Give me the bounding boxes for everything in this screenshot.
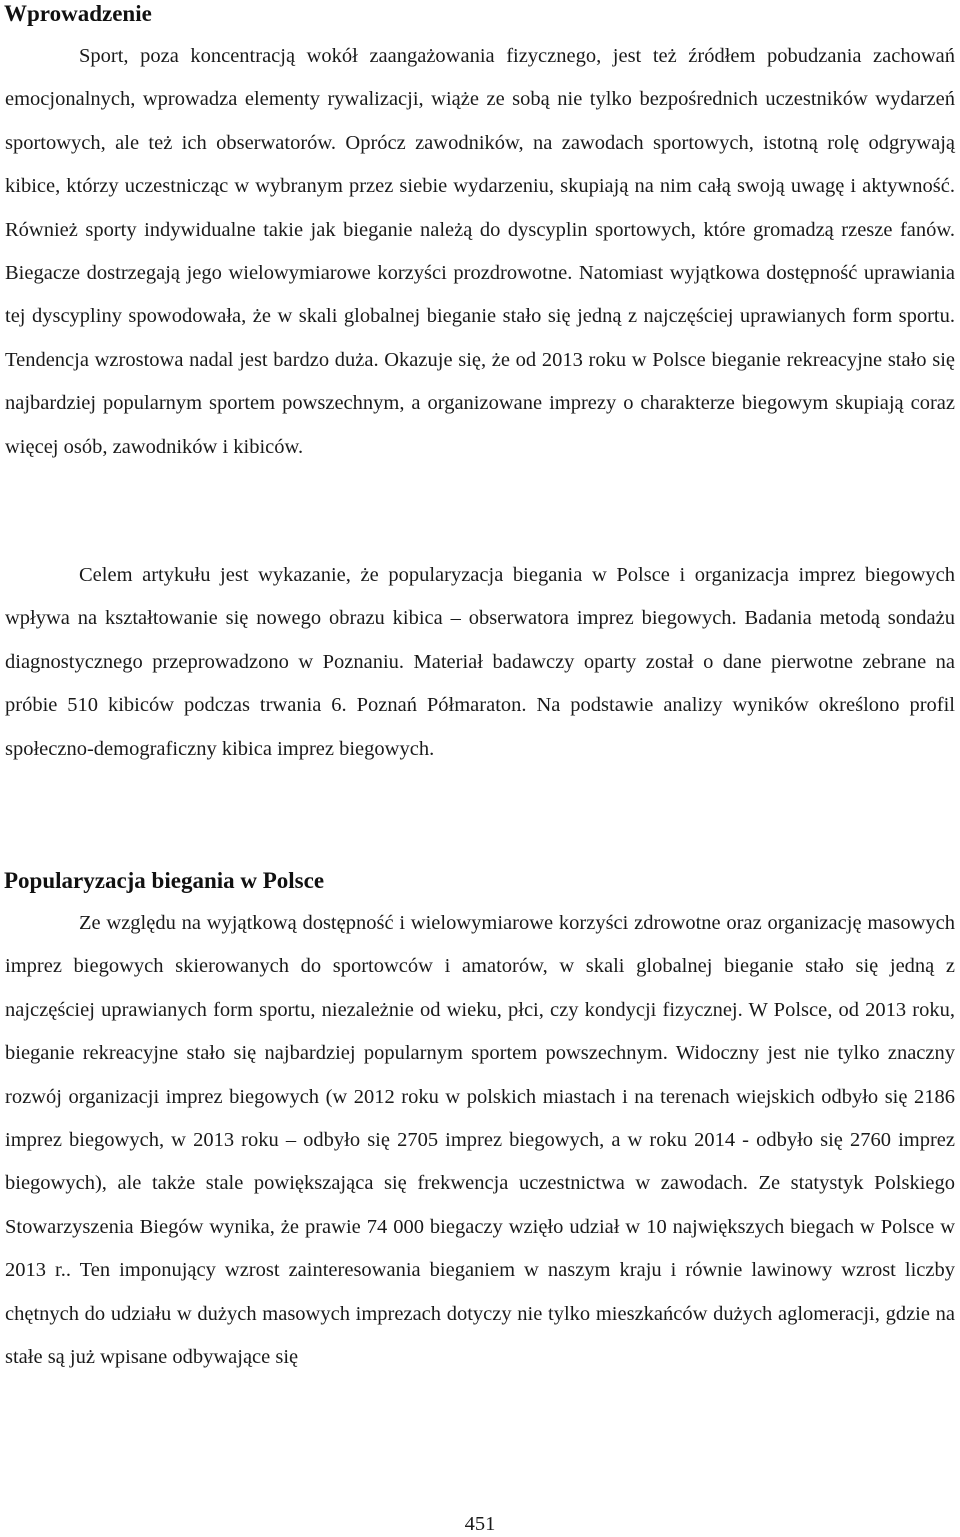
page-number: 451 bbox=[464, 1513, 496, 1535]
paragraph-introduction-1: Sport, poza koncentracją wokół zaangażowania fizycznego, jest też źródłem pobudzania zachowań emocjonalnych, wprowadza elementy rywalizacji, wiąże ze sobą nie tylko bezpośrednich uczestników wydarzeń sportowych, ale też ich obserwatorów. Oprócz zawodników, na zawodach sportowych, istotną rolę odgrywają kibice, którzy uczestnicząc w wybranym przez siebie wydarzeniu, skupiają na nim całą swoją uwagę i aktywność. Również sporty indywidualne takie jak bieganie należą do dyscyplin sportowych, które gromadzą rzesze fanów. Biegacze dostrzegają jego wielowymiarowe korzyści prozdrowotne. Natomiast wyjątkowa dostępność uprawiania tej dyscypliny spowodowała, że w skali globalnej bieganie stało się jedną z najczęściej uprawianych form sportu. Tendencja wzrostowa nadal jest bardzo duża. Okazuje się, że od 2013 roku w Polsce bieganie rekreacyjne stało się najbardziej popularnym sportem powszechnym, a organizowane imprezy o charakterze biegowym skupiają coraz więcej osób, zawodników i kibiców. bbox=[5, 45, 955, 458]
section-heading-running-popularization: Popularyzacja biegania w Polsce bbox=[4, 868, 325, 893]
paragraph-running-popularization-1: Ze względu na wyjątkową dostępność i wielowymiarowe korzyści zdrowotne oraz organizację masowych imprez biegowych skierowanych do sportowców i amatorów, w skali globalnej bieganie stało się jedną z najczęściej uprawianych form sportu, niezależnie od wieku, płci, czy kondycji fizycznej. W Polsce, od 2013 roku, bieganie rekreacyjne stało się najbardziej popularnym sportem powszechnym. Widoczny jest nie tylko znaczny rozwój organizacji imprez biegowych (w 2012 roku w polskich miastach i na terenach wiejskich odbyło się 2186 imprez biegowych, w 2013 roku – odbyło się 2705 imprez biegowych, a w roku 2014 - odbyło się 2760 imprez biegowych), ale także stale powiększająca się frekwencja uczestnictwa w zawodach. Ze statystyk Polskiego Stowarzyszenia Biegów wynika, że prawie 74 000 biegaczy wzięło udział w 10 największych biegach w Polsce w 2013 r.. Ten imponujący wzrost zainteresowania bieganiem w naszym kraju i równie lawinowy wzrost liczby chętnych do udziału w dużych masowych imprezach dotyczy nie tylko mieszkańców dużych aglomeracji, gdzie na stałe są już wpisane odbywające się bbox=[5, 912, 955, 1369]
paragraph-introduction-2: Celem artykułu jest wykazanie, że popularyzacja biegania w Polsce i organizacja imprez biegowych wpływa na kształtowanie się nowego obrazu kibica – obserwatora imprez biegowych. Badania metodą sondażu diagnostycznego przeprowadzono w Poznaniu. Materiał badawczy oparty został o dane pierwotne zebrane na próbie 510 kibiców podczas trwania 6. Poznań Półmaraton. Na podstawie analizy wyników określono profil społeczno-demograficzny kibica imprez biegowych. bbox=[5, 564, 955, 760]
section-heading-introduction: Wprowadzenie bbox=[4, 1, 152, 26]
